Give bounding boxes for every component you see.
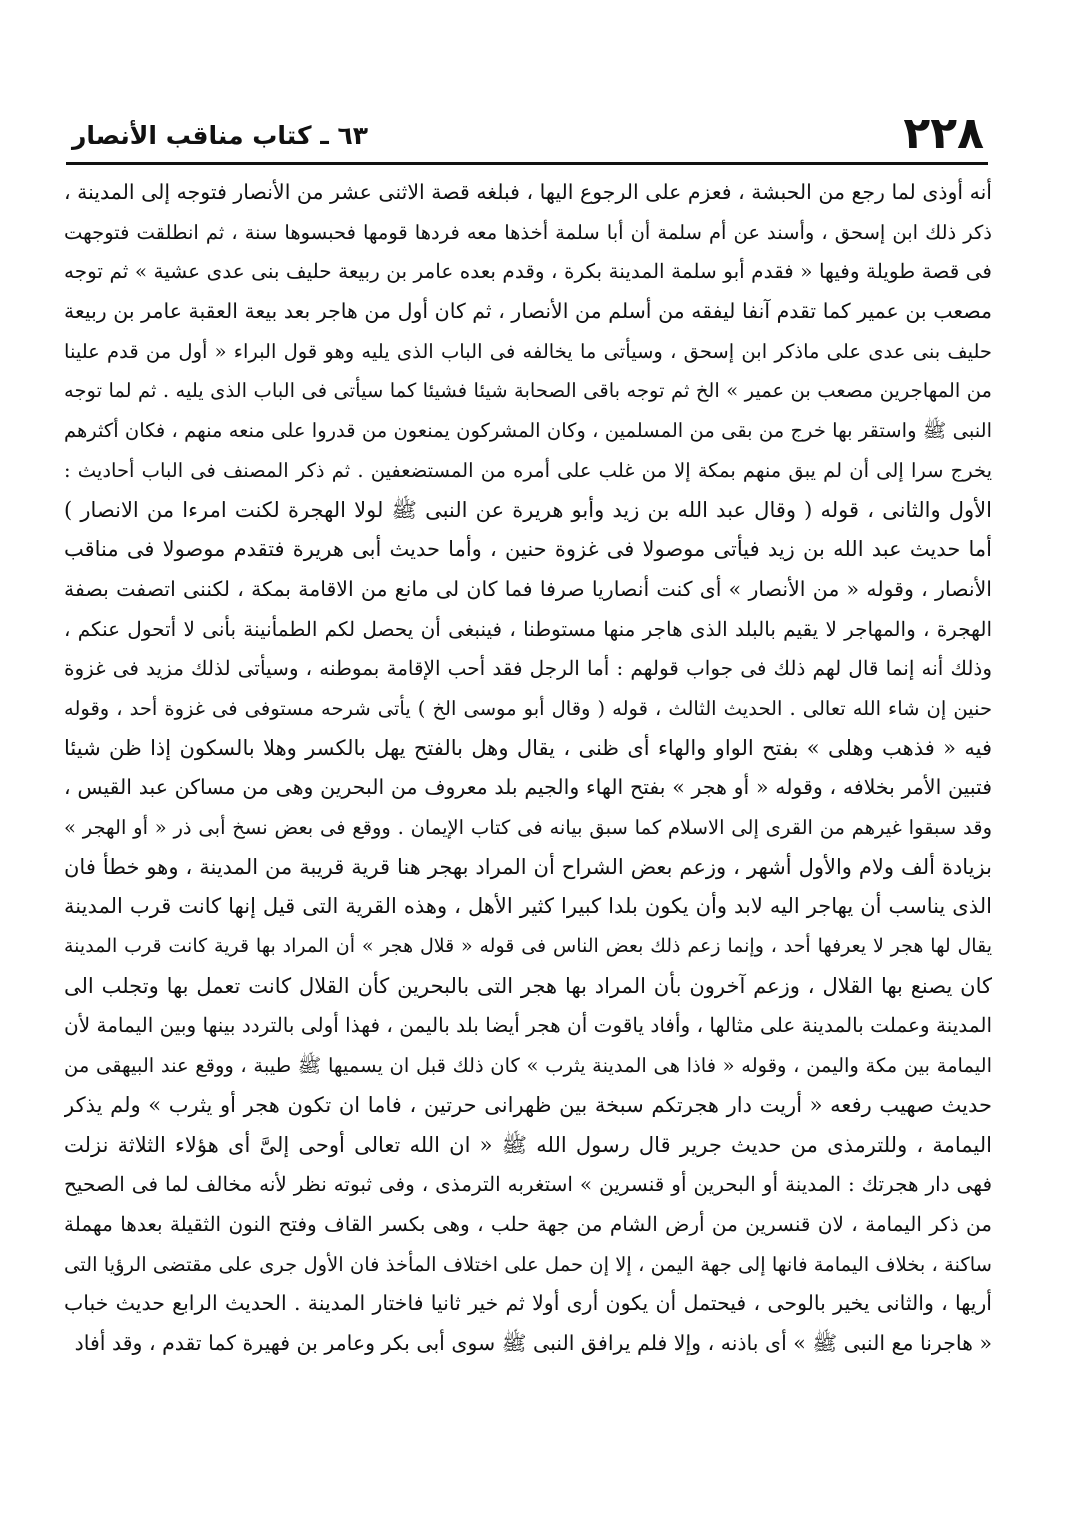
text-line-14: حنين إن شاء الله تعالى . الحديث الثالث ، قوله ( وقال أبو موسى الخ ) يأتى شرحه مستوفى فى غزوة أحد ، وقوله — [64, 696, 992, 720]
text-line-19: الذى يناسب أن يهاجر اليه لابد وأن يكون بلدا كبيرا كثير الأهل ، وهذه القرية التى قيل إنها كانت قرب المدينة — [64, 894, 992, 919]
text-line-18: بزيادة ألف ولام والأول أشهر ، وزعم بعض الشراح أن المراد بهجر هنا قرية قريبة من المدينة ، وهو خطأ فان — [64, 854, 992, 879]
text-line-30: « هاجرنا مع النبى ﷺ » أى باذنه ، وإلا فلم يرافق النبى ﷺ سوى أبى بكر وعامر بن فهيرة كما تقدم ، وقد أفاد — [74, 1330, 992, 1355]
running-title: ٦٣ ـ كتاب مناقب الأنصار — [72, 121, 369, 150]
text-line-21: كان يصنع بها القلال ، وزعم آخرون بأن المراد بها هجر التى بالبحرين كأن القلال كانت تعمل بها وتجلب الى — [64, 973, 992, 998]
text-line-16: فتبين الأمر بخلافه ، وقوله « أو هجر » بفتح الهاء والجيم بلد معروف من البحرين وهى من مساكن عبد القيس ، — [64, 775, 992, 800]
text-line-3: فى قصة طويلة وفيها « فقدم أبو سلمة المدينة بكرة ، وقدم بعده عامر بن ربيعة حليف بنى عدى عشية » ثم توجه — [64, 259, 992, 284]
text-line-23: اليمامة بين مكة واليمن ، وقوله « فاذا هى المدينة يثرب » كان ذلك قبل ان يسميها ﷺ طيبة ، ووقع عند البيهقى من — [64, 1054, 992, 1078]
text-line-10: أما حديث عبد الله بن زيد فيأتى موصولا فى غزوة حنين ، وأما حديث أبى هريرة فتقدم موصولا فى مناقب — [64, 537, 992, 562]
text-line-17: وقد سبقوا غيرهم من القرى إلى الاسلام كما سبق بيانه فى كتاب الإيمان . ووقع فى بعض نسخ أبى ذر « أو الهجر » — [64, 816, 992, 839]
text-line-6: من المهاجرين مصعب بن عمير » الخ ثم توجه باقى الصحابة شيئا فشيئا كما سيأتى فى الباب الذى يليه . ثم لما توجه — [64, 379, 992, 403]
text-line-1: أنه أوذى لما رجع من الحبشة ، فعزم على الرجوع اليها ، فبلغه قصة الاثنى عشر من الأنصار فتوجه إلى المدينة ، — [64, 180, 992, 204]
text-line-15: فيه « فذهب وهلى » بفتح الواو والهاء أى ظنى ، يقال وهل بالفتح يهل بالكسر وهلا بالسكون إذا ظن شيئا — [64, 735, 992, 760]
text-line-27: من ذكر اليمامة ، لان قنسرين من أرض الشام من جهة حلب ، وهى بكسر القاف وفتح النون الثقيلة بعدها مهملة — [64, 1211, 992, 1236]
text-line-24: حديث صهيب رفعه « أريت دار هجرتكم سبخة بين ظهرانى حرتين ، فاما ان تكون هجر أو يثرب » ولم يذكر — [64, 1092, 992, 1117]
text-line-22: المدينة وعملت بالمدينة على مثالها ، وأفاد ياقوت أن هجر أيضا بلد باليمن ، فهذا أولى بالتردد بينها وبين اليمامة لأن — [64, 1013, 992, 1038]
header-divider — [66, 162, 988, 165]
text-line-9: الأول والثانى ، قوله ( وقال عبد الله بن زيد وأبو هريرة عن النبى ﷺ لولا الهجرة لكنت امرءا من الانصار ) — [64, 497, 992, 522]
page-number: ٢٢٨ — [903, 108, 984, 159]
text-line-20: يقال لها هجر لا يعرفها أحد ، وإنما زعم ذلك بعض الناس فى قوله « قلال هجر » أن المراد بها قرية كانت قرب المدينة — [64, 935, 992, 958]
text-line-28: ساكنة ، بخلاف اليمامة فانها إلى جهة اليمن ، إلا إن حمل على اختلاف المأخذ فان الأول جرى على مقتضى الرؤيا التى — [64, 1252, 992, 1276]
text-line-8: يخرج سرا إلى أن لم يبق منهم بمكة إلا من غلب على أمره من المستضعفين . ثم ذكر المصنف فى الباب أحاديث : — [64, 458, 992, 482]
text-line-26: فهى دار هجرتك : المدينة أو البحرين أو قنسرين » استغربه الترمذى ، وفى ثبوته نظر لأنه مخالف لما فى الصحيح — [64, 1172, 992, 1197]
text-line-13: وذلك أنه إنما قال لهم ذلك فى جواب قولهم : أما الرجل فقد أحب الإقامة بموطنه ، وسيأتى لذلك مزيد فى غزوة — [64, 656, 992, 681]
text-line-5: حليف بنى عدى على ماذكر ابن إسحق ، وسيأتى ما يخالفه فى الباب الذى يليه وهو قول البراء « أول من قدم علينا — [64, 339, 992, 363]
text-line-29: أريها ، والثانى يخير بالوحى ، فيحتمل أن يكون أرى أولا ثم خير ثانيا فاختار المدينة . الحديث الرابع حديث خباب — [64, 1291, 992, 1316]
text-line-4: مصعب بن عمير كما تقدم آنفا ليفقه من أسلم من الأنصار ، ثم كان أول من هاجر بعد بيعة العقبة عامر بن ربيعة — [64, 299, 992, 324]
text-line-11: الأنصار ، وقوله « من الأنصار » أى كنت أنصاريا صرفا فما كان لى مانع من الاقامة بمكة ، لكننى اتصفت بصفة — [64, 576, 992, 601]
text-line-12: الهجرة ، والمهاجر لا يقيم بالبلد الذى هاجر منها مستوطنا ، فينبغى أن يحصل لكم الطمأنينة بأنى لا أتحول عنكم ، — [64, 616, 992, 641]
text-line-7: النبى ﷺ واستقر بها خرج من بقى من المسلمين ، وكان المشركون يمنعون من قدروا على منعه منهم ، فكان أكثرهم — [64, 419, 992, 443]
commentary-text — [64, 173, 992, 1364]
page-header — [66, 98, 988, 159]
text-line-2: ذكر ذلك ابن إسحق ، وأسند عن أم سلمة أن أبا سلمة أخذها معه فردها قومها فحبسوها سنة ، ثم انطلقت فتوجهت — [64, 220, 992, 244]
text-line-25: اليمامة ، وللترمذى من حديث جرير قال رسول الله ﷺ « ان الله تعالى أوحى إلىَّ أى هؤلاء الثلاثة نزلت — [64, 1132, 992, 1157]
